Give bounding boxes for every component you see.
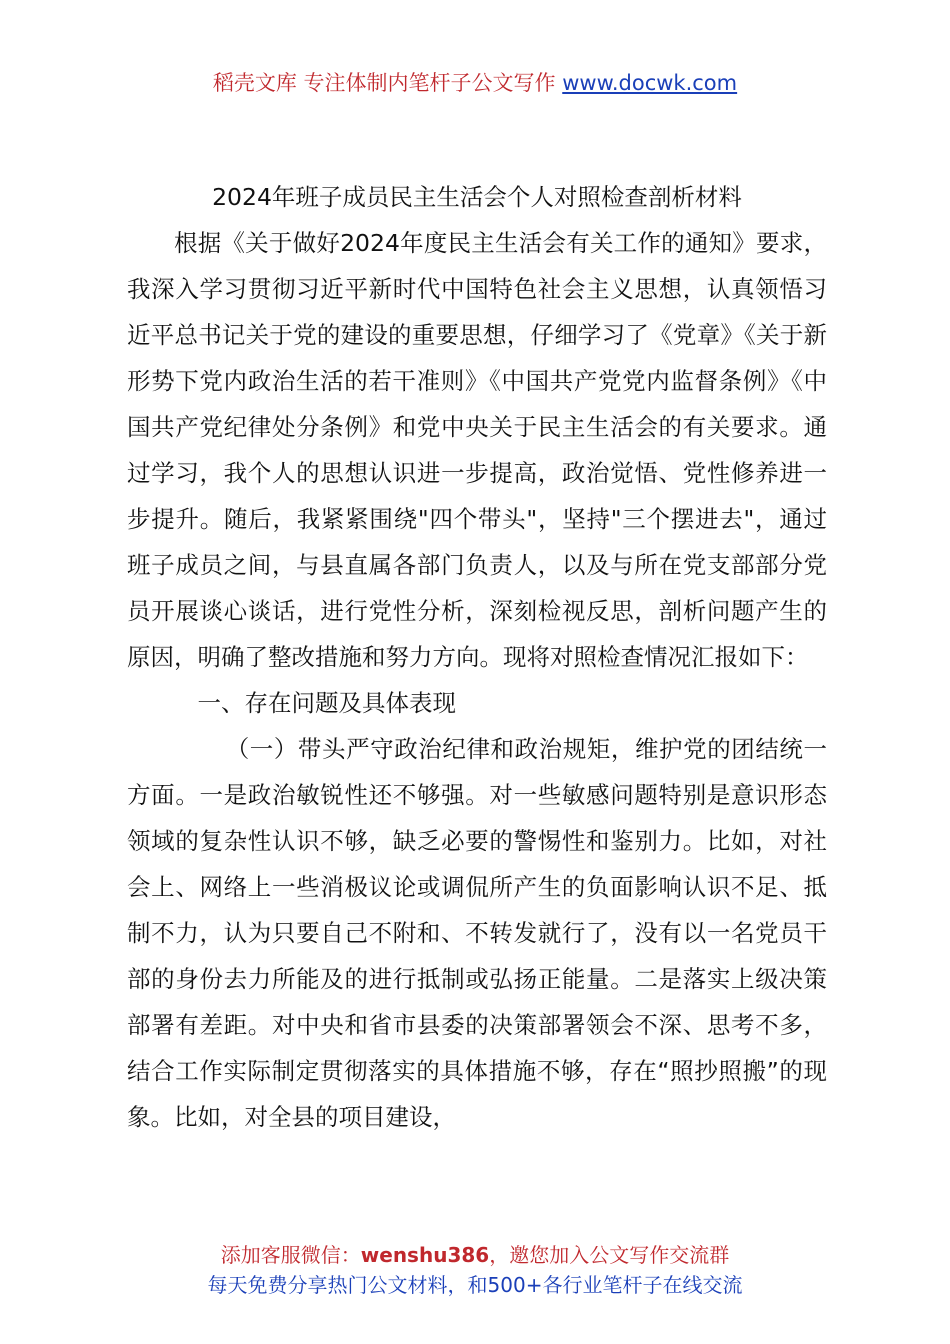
header-brand: 稻壳文库 专注体制内笔杆子公文写作 — [212, 71, 556, 95]
section-paragraph: （一）带头严守政治纪律和政治规矩，维护党的团结统一方面。一是政治敏锐性还不够强。对一些敏感问题特别是意识形态领域的复杂性认识不够，缺乏必要的警惕性和鉴别力。比如，对社会上、网络上一些消极议论或调侃所产生的负面影响认识不足、抵制不力，认为只要自己不附和、不转发就行了，没有以一名党员干部的身份去力所能及的进行抵制或弘扬正能量。二是落实上级决策部署有差距。对中央和省市县委的决策部署领会不深、思考不多，结合工作实际制定贯彻落实的具体措施不够，存在“照抄照搬”的现象。比如，对全县的项目建设， — [127, 735, 827, 1131]
footer-line-share: 每天免费分享热门公文材料，和500+各行业笔杆子在线交流 — [207, 1273, 743, 1297]
intro-paragraph: 根据《关于做好2024年度民主生活会有关工作的通知》要求，我深入学习贯彻习近平新时代中国特色社会主义思想，认真领悟习近平总书记关于党的建设的重要思想，仔细学习了《党章》《关于新形势下党内政治生活的若干准则》《中国共产党党内监督条例》《中国共产党纪律处分条例》和党中央关于民主生活会的有关要求。通过学习，我个人的思想认识进一步提高，政治觉悟、党性修养进一步提升。随后，我紧紧围绕"四个带头"，坚持"三个摆进去"，通过班子成员之间，与县直属各部门负责人，以及与所在党支部部分党员开展谈心谈话，进行党性分析，深刻检视反思，剖析问题产生的原因，明确了整改措施和努力方向。现将对照检查情况汇报如下： — [127, 229, 827, 671]
footer-wechat-id: wenshu386 — [360, 1243, 490, 1267]
footer-wechat-suffix: ，邀您加入公文写作交流群 — [489, 1243, 730, 1267]
document-body — [127, 174, 827, 1140]
page-header — [0, 68, 950, 98]
footer-wechat-prefix: 添加客服微信： — [220, 1243, 361, 1267]
footer-line-wechat — [0, 1240, 950, 1270]
document-title: 2024年班子成员民主生活会个人对照检查剖析材料 — [212, 183, 742, 211]
header-url-link[interactable]: www.docwk.com — [562, 71, 738, 95]
section-heading: 一、存在问题及具体表现 — [197, 689, 456, 717]
page-footer — [0, 1240, 950, 1300]
